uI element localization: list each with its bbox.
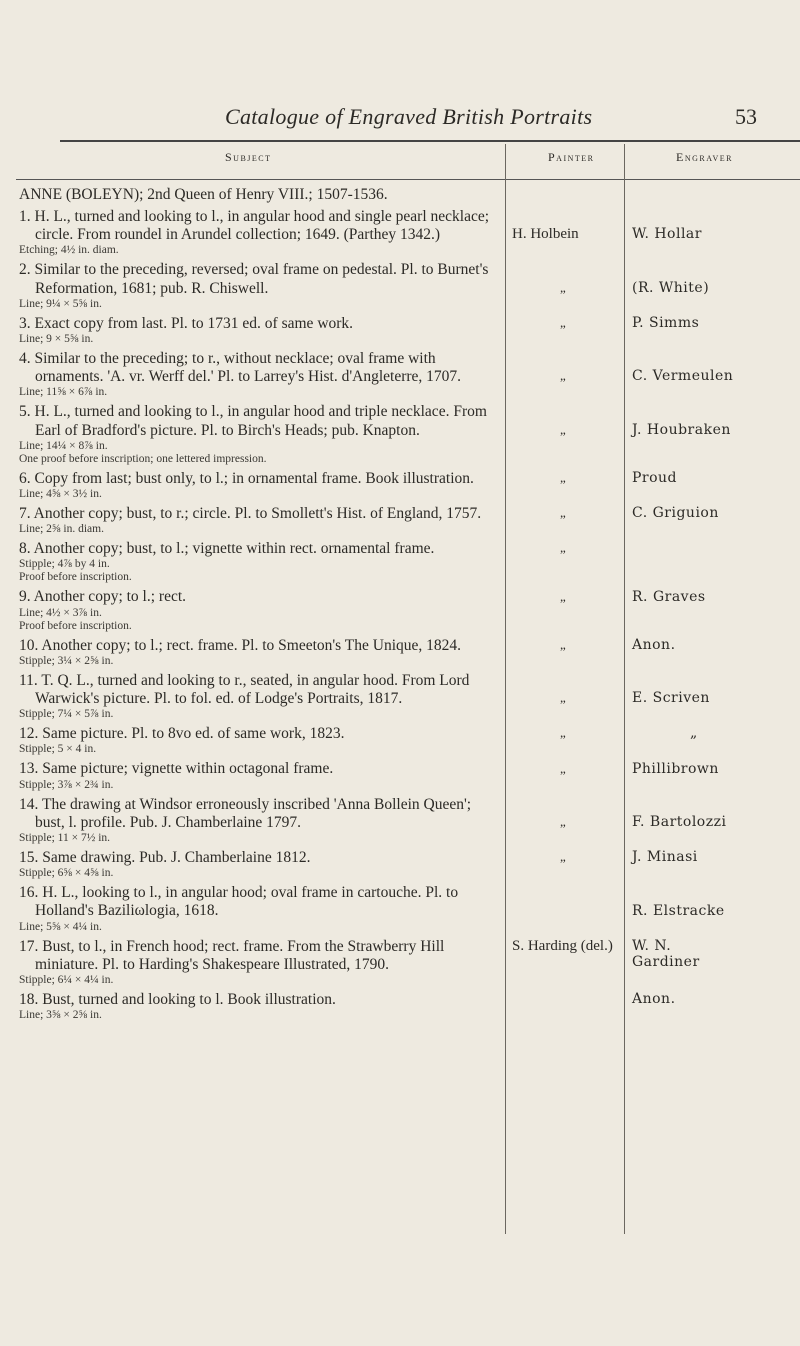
- entry-technique: Stipple; 7¼ × 5⅞ in.: [19, 708, 114, 721]
- entry-painter: „: [560, 814, 566, 830]
- entry-engraver: J. Houbraken: [632, 421, 731, 438]
- entry-description: 4. Similar to the preceding; to r., without necklace; oval frame with ornaments. 'A. vr. Werff del.' Pl. to Larrey's Hist. d'Angleterre, 1707.: [19, 350, 462, 386]
- catalogue-entry: [19, 938, 497, 987]
- entry-engraver: (R. White): [632, 279, 710, 296]
- catalogue-entry: [19, 505, 497, 536]
- column-header-engraver: Engraver: [676, 150, 733, 164]
- entry-technique: Line; 5⅝ × 4¼ in.: [19, 920, 102, 933]
- entry-engraver: W. N. Gardiner: [632, 938, 700, 971]
- entry-painter: „: [560, 636, 566, 652]
- entry-painter: „: [560, 690, 566, 706]
- entry-engraver: Anon.: [632, 636, 676, 653]
- entry-description: 3. Exact copy from last. Pl. to 1731 ed. of same work.: [19, 314, 354, 332]
- page-header: [0, 104, 800, 144]
- entry-technique: Stipple; 4⅞ by 4 in.: [19, 558, 110, 571]
- catalogue-entry: [19, 470, 497, 501]
- entry-description: 10. Another copy; to l.; rect. frame. Pl. to Smeeton's The Unique, 1824.: [19, 636, 462, 654]
- catalogue-entry: [19, 849, 497, 880]
- catalogue-entry: [19, 884, 497, 933]
- catalogue-entry: [19, 991, 497, 1022]
- catalogue-entry: [19, 261, 497, 310]
- entry-painter: H. Holbein: [512, 226, 579, 243]
- column-divider-2: [624, 144, 625, 1234]
- entry-engraver: P. Simms: [632, 315, 700, 332]
- column-header-painter: Painter: [548, 150, 595, 164]
- entry-painter: „: [560, 470, 566, 486]
- entry-engraver: E. Scriven: [632, 690, 710, 707]
- entry-description: 15. Same drawing. Pub. J. Chamberlaine 1812.: [19, 849, 311, 867]
- header-rule: [16, 179, 800, 180]
- entry-engraver: R. Elstracke: [632, 902, 725, 919]
- entry-engraver: Phillibrown: [632, 760, 719, 777]
- catalogue-entry: [19, 208, 497, 257]
- catalogue-entry: [19, 725, 497, 756]
- entry-technique: Etching; 4½ in. diam.: [19, 244, 119, 257]
- catalogue-entry: [19, 760, 497, 791]
- entry-painter: „: [560, 315, 566, 331]
- column-header-subject: Subject: [225, 150, 272, 164]
- catalogue-entry: [19, 637, 497, 668]
- entry-technique: Stipple; 5 × 4 in.: [19, 743, 97, 756]
- catalogue-entry: [19, 403, 497, 465]
- entry-engraver: J. Minasi: [632, 849, 698, 866]
- entry-technique: Line; 9¼ × 5⅝ in.: [19, 297, 102, 310]
- catalogue-entry: [19, 588, 497, 632]
- entry-description: 17. Bust, to l., in French hood; rect. frame. From the Strawberry Hill miniature. Pl. to Harding's Shakespeare Illustrated, 1790.: [19, 937, 445, 973]
- entry-technique: Stipple; 3⅞ × 2¾ in.: [19, 778, 114, 791]
- entry-description: 16. H. L., looking to l., in angular hood; oval frame in cartouche. Pl. to Holland's Baziliωlogia, 1618.: [19, 884, 459, 920]
- column-divider-1: [505, 144, 506, 1234]
- entry-painter: „: [560, 540, 566, 556]
- catalogue-entry: [19, 540, 497, 584]
- entry-technique: Line; 9 × 5⅝ in.: [19, 333, 94, 346]
- entry-painter: „: [560, 421, 566, 437]
- entry-painter: „: [560, 279, 566, 295]
- entry-description: 13. Same picture; vignette within octagonal frame.: [19, 760, 334, 778]
- entry-technique: Stipple; 3¼ × 2⅝ in.: [19, 654, 114, 667]
- entry-painter: „: [560, 368, 566, 384]
- entry-engraver: W. Hollar: [632, 226, 702, 243]
- entry-engraver: F. Bartolozzi: [632, 814, 727, 831]
- entry-description: 9. Another copy; to l.; rect.: [19, 588, 187, 606]
- entry-description: 2. Similar to the preceding, reversed; oval frame on pedestal. Pl. to Burnet's Reformation, 1681; pub. R. Chiswell.: [19, 261, 489, 297]
- entry-engraver: C. Vermeulen: [632, 368, 734, 385]
- catalogue-entry: [19, 672, 497, 721]
- subject-title: ANNE (BOLEYN); 2nd Queen of Henry VIII.; 1507-1536.: [19, 186, 388, 203]
- entry-painter: „: [560, 588, 566, 604]
- entry-technique: Stipple; 6¼ × 4¼ in.: [19, 974, 114, 987]
- entry-description: 14. The drawing at Windsor erroneously inscribed 'Anna Bollein Queen'; bust, l. profile. Pub. J. Chamberlaine 1797.: [19, 795, 472, 831]
- entry-painter: S. Harding (del.): [512, 938, 613, 955]
- entry-engraver: „: [690, 725, 698, 742]
- entry-technique: Stipple; 11 × 7½ in.: [19, 832, 111, 845]
- entry-painter: „: [560, 760, 566, 776]
- entry-description: 12. Same picture. Pl. to 8vo ed. of same work, 1823.: [19, 725, 345, 743]
- catalogue-entry: [19, 350, 497, 399]
- entry-engraver: R. Graves: [632, 588, 706, 605]
- entry-description: 11. T. Q. L., turned and looking to r., seated, in angular hood. From Lord Warwick's picture. Pl. to fol. ed. of Lodge's Portraits, 1817.: [19, 671, 470, 708]
- entry-technique: Line; 3⅝ × 2⅝ in.: [19, 1009, 102, 1022]
- entry-technique: Line; 11⅝ × 6⅞ in.: [19, 386, 108, 399]
- page-number: 53: [735, 104, 757, 129]
- entry-description: 6. Copy from last; bust only, to l.; in ornamental frame. Book illustration.: [19, 469, 474, 487]
- entry-painter: „: [560, 725, 566, 741]
- entry-description: 18. Bust, turned and looking to l. Book illustration.: [19, 991, 336, 1009]
- subject-column: [19, 186, 497, 1022]
- entry-state-note: Proof before inscription.: [19, 571, 132, 584]
- entry-description: 1. H. L., turned and looking to l., in angular hood and single pearl necklace; circle. From roundel in Arundel collection; 1649. (Parthey 1342.): [19, 208, 490, 244]
- top-rule: [60, 140, 800, 142]
- entry-technique: Stipple; 6⅝ × 4⅝ in.: [19, 867, 114, 880]
- entry-technique: Line; 2⅝ in. diam.: [19, 523, 104, 536]
- entry-state-note: Proof before inscription.: [19, 619, 132, 632]
- entry-engraver: Anon.: [632, 991, 676, 1008]
- entry-description: 7. Another copy; bust, to r.; circle. Pl. to Smollett's Hist. of England, 1757.: [19, 505, 482, 523]
- entry-painter: „: [560, 505, 566, 521]
- entry-engraver: C. Griguion: [632, 505, 719, 522]
- entry-technique: Line; 14¼ × 8⅞ in.: [19, 439, 108, 452]
- running-title: Catalogue of Engraved British Portraits: [225, 104, 593, 129]
- entry-engraver: Proud: [632, 470, 678, 487]
- catalogue-entry: [19, 315, 497, 346]
- entry-painter: „: [560, 849, 566, 865]
- entry-technique: Line; 4½ × 3⅞ in.: [19, 606, 102, 619]
- entry-description: 5. H. L., turned and looking to l., in angular hood and triple necklace. From Earl of Bradford's picture. Pl. to Birch's Heads; pub. Knapton.: [19, 403, 487, 439]
- entry-description: 8. Another copy; bust, to l.; vignette within rect. ornamental frame.: [19, 540, 435, 558]
- entry-technique: Line; 4⅝ × 3½ in.: [19, 488, 102, 501]
- catalogue-entry: [19, 796, 497, 845]
- entry-state-note: One proof before inscription; one lettered impression.: [19, 452, 267, 465]
